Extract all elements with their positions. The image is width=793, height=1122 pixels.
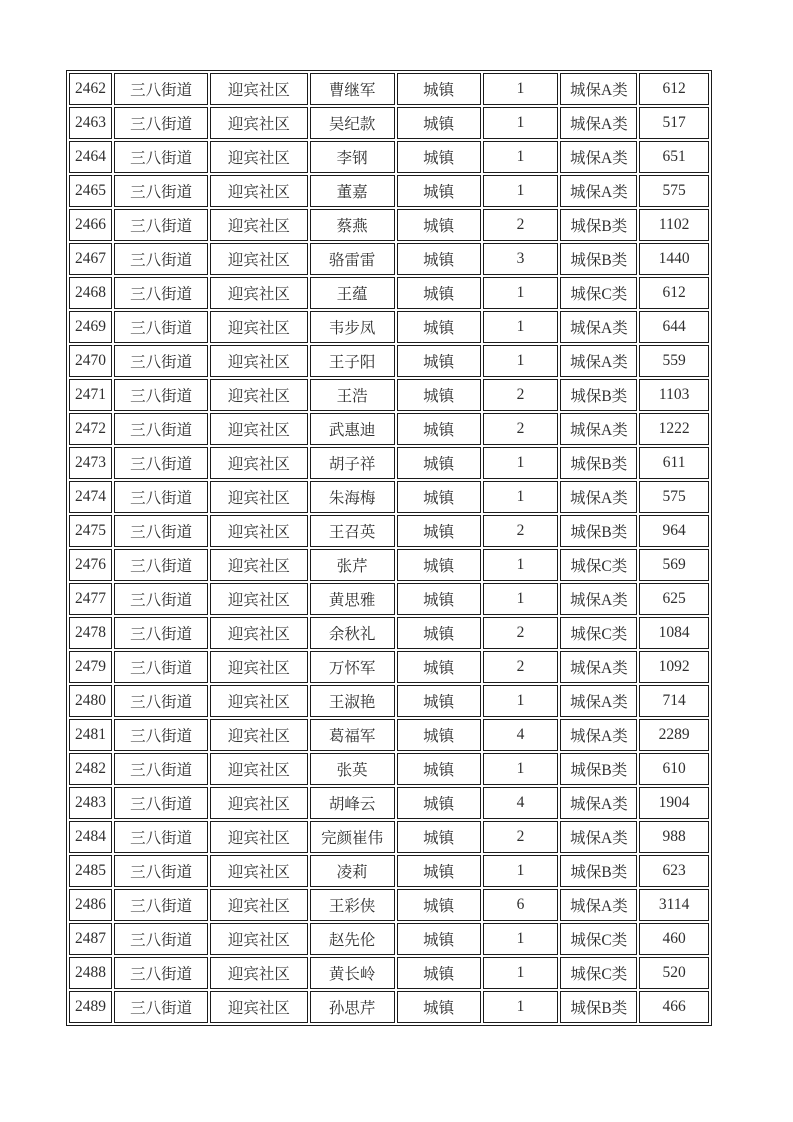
cell-category: 城保A类 — [560, 107, 637, 139]
cell-street: 三八街道 — [114, 787, 208, 819]
cell-category: 城保A类 — [560, 889, 637, 921]
cell-community: 迎宾社区 — [210, 107, 307, 139]
cell-community: 迎宾社区 — [210, 141, 307, 173]
cell-person-count: 1 — [483, 923, 559, 955]
cell-person-count: 1 — [483, 991, 559, 1023]
cell-category: 城保B类 — [560, 243, 637, 275]
cell-amount: 1103 — [639, 379, 709, 411]
cell-amount: 964 — [639, 515, 709, 547]
cell-community: 迎宾社区 — [210, 175, 307, 207]
cell-category: 城保A类 — [560, 651, 637, 683]
cell-street: 三八街道 — [114, 923, 208, 955]
cell-community: 迎宾社区 — [210, 243, 307, 275]
cell-street: 三八街道 — [114, 175, 208, 207]
cell-residence-type: 城镇 — [397, 413, 481, 445]
cell-category: 城保A类 — [560, 175, 637, 207]
table-row — [69, 243, 709, 275]
cell-category: 城保A类 — [560, 141, 637, 173]
cell-street: 三八街道 — [114, 243, 208, 275]
cell-name: 王彩侠 — [310, 889, 395, 921]
cell-seq: 2462 — [69, 73, 112, 105]
cell-community: 迎宾社区 — [210, 821, 307, 853]
cell-amount: 988 — [639, 821, 709, 853]
cell-street: 三八街道 — [114, 617, 208, 649]
cell-seq: 2464 — [69, 141, 112, 173]
cell-residence-type: 城镇 — [397, 685, 481, 717]
table-row — [69, 957, 709, 989]
cell-community: 迎宾社区 — [210, 753, 307, 785]
cell-community: 迎宾社区 — [210, 685, 307, 717]
cell-name: 万怀军 — [310, 651, 395, 683]
cell-category: 城保B类 — [560, 753, 637, 785]
cell-name: 韦步凤 — [310, 311, 395, 343]
cell-person-count: 1 — [483, 447, 559, 479]
cell-name: 武惠迪 — [310, 413, 395, 445]
cell-person-count: 1 — [483, 753, 559, 785]
cell-seq: 2481 — [69, 719, 112, 751]
cell-name: 骆雷雷 — [310, 243, 395, 275]
cell-name: 余秋礼 — [310, 617, 395, 649]
table-row — [69, 617, 709, 649]
cell-name: 张芹 — [310, 549, 395, 581]
cell-seq: 2476 — [69, 549, 112, 581]
cell-name: 王蕴 — [310, 277, 395, 309]
cell-name: 王淑艳 — [310, 685, 395, 717]
cell-amount: 644 — [639, 311, 709, 343]
cell-residence-type: 城镇 — [397, 651, 481, 683]
cell-residence-type: 城镇 — [397, 345, 481, 377]
cell-street: 三八街道 — [114, 73, 208, 105]
table-row — [69, 787, 709, 819]
cell-person-count: 4 — [483, 719, 559, 751]
cell-street: 三八街道 — [114, 413, 208, 445]
cell-name: 董嘉 — [310, 175, 395, 207]
cell-amount: 623 — [639, 855, 709, 887]
cell-street: 三八街道 — [114, 889, 208, 921]
cell-amount: 610 — [639, 753, 709, 785]
cell-person-count: 1 — [483, 855, 559, 887]
table-row — [69, 209, 709, 241]
cell-category: 城保A类 — [560, 345, 637, 377]
cell-category: 城保C类 — [560, 549, 637, 581]
cell-name: 葛福军 — [310, 719, 395, 751]
cell-name: 王浩 — [310, 379, 395, 411]
cell-street: 三八街道 — [114, 277, 208, 309]
cell-person-count: 2 — [483, 617, 559, 649]
cell-amount: 1084 — [639, 617, 709, 649]
cell-street: 三八街道 — [114, 311, 208, 343]
cell-seq: 2484 — [69, 821, 112, 853]
cell-name: 黄思雅 — [310, 583, 395, 615]
cell-person-count: 1 — [483, 549, 559, 581]
cell-community: 迎宾社区 — [210, 617, 307, 649]
cell-name: 蔡燕 — [310, 209, 395, 241]
cell-amount: 1440 — [639, 243, 709, 275]
cell-community: 迎宾社区 — [210, 209, 307, 241]
table-row — [69, 345, 709, 377]
table-row — [69, 923, 709, 955]
cell-residence-type: 城镇 — [397, 243, 481, 275]
cell-seq: 2483 — [69, 787, 112, 819]
cell-residence-type: 城镇 — [397, 141, 481, 173]
cell-residence-type: 城镇 — [397, 515, 481, 547]
cell-person-count: 1 — [483, 583, 559, 615]
cell-person-count: 2 — [483, 209, 559, 241]
table-row — [69, 685, 709, 717]
cell-category: 城保B类 — [560, 991, 637, 1023]
cell-category: 城保A类 — [560, 311, 637, 343]
cell-seq: 2470 — [69, 345, 112, 377]
cell-community: 迎宾社区 — [210, 379, 307, 411]
cell-community: 迎宾社区 — [210, 583, 307, 615]
cell-person-count: 1 — [483, 957, 559, 989]
cell-category: 城保A类 — [560, 73, 637, 105]
cell-person-count: 3 — [483, 243, 559, 275]
cell-residence-type: 城镇 — [397, 379, 481, 411]
cell-name: 胡峰云 — [310, 787, 395, 819]
cell-street: 三八街道 — [114, 957, 208, 989]
cell-category: 城保B类 — [560, 447, 637, 479]
cell-seq: 2472 — [69, 413, 112, 445]
cell-person-count: 1 — [483, 345, 559, 377]
cell-category: 城保A类 — [560, 719, 637, 751]
cell-seq: 2463 — [69, 107, 112, 139]
cell-seq: 2479 — [69, 651, 112, 683]
cell-category: 城保B类 — [560, 515, 637, 547]
cell-community: 迎宾社区 — [210, 73, 307, 105]
cell-residence-type: 城镇 — [397, 821, 481, 853]
cell-community: 迎宾社区 — [210, 957, 307, 989]
cell-street: 三八街道 — [114, 107, 208, 139]
cell-community: 迎宾社区 — [210, 447, 307, 479]
cell-amount: 466 — [639, 991, 709, 1023]
cell-person-count: 6 — [483, 889, 559, 921]
cell-person-count: 1 — [483, 685, 559, 717]
cell-person-count: 2 — [483, 379, 559, 411]
cell-street: 三八街道 — [114, 855, 208, 887]
cell-category: 城保C类 — [560, 923, 637, 955]
cell-person-count: 1 — [483, 311, 559, 343]
cell-residence-type: 城镇 — [397, 73, 481, 105]
cell-amount: 611 — [639, 447, 709, 479]
cell-residence-type: 城镇 — [397, 617, 481, 649]
cell-community: 迎宾社区 — [210, 345, 307, 377]
cell-category: 城保B类 — [560, 855, 637, 887]
cell-amount: 3114 — [639, 889, 709, 921]
cell-seq: 2482 — [69, 753, 112, 785]
table-row — [69, 821, 709, 853]
cell-name: 黄长岭 — [310, 957, 395, 989]
cell-amount: 1102 — [639, 209, 709, 241]
cell-seq: 2467 — [69, 243, 112, 275]
cell-person-count: 1 — [483, 277, 559, 309]
cell-residence-type: 城镇 — [397, 481, 481, 513]
cell-street: 三八街道 — [114, 515, 208, 547]
cell-name: 完颜崔伟 — [310, 821, 395, 853]
cell-street: 三八街道 — [114, 685, 208, 717]
cell-seq: 2466 — [69, 209, 112, 241]
cell-name: 朱海梅 — [310, 481, 395, 513]
cell-name: 胡子祥 — [310, 447, 395, 479]
cell-amount: 559 — [639, 345, 709, 377]
cell-amount: 2289 — [639, 719, 709, 751]
table-row — [69, 991, 709, 1023]
cell-seq: 2480 — [69, 685, 112, 717]
cell-community: 迎宾社区 — [210, 991, 307, 1023]
cell-seq: 2469 — [69, 311, 112, 343]
cell-seq: 2486 — [69, 889, 112, 921]
cell-person-count: 2 — [483, 515, 559, 547]
cell-street: 三八街道 — [114, 447, 208, 479]
cell-community: 迎宾社区 — [210, 481, 307, 513]
cell-person-count: 1 — [483, 141, 559, 173]
cell-name: 李钢 — [310, 141, 395, 173]
cell-street: 三八街道 — [114, 719, 208, 751]
cell-street: 三八街道 — [114, 651, 208, 683]
cell-residence-type: 城镇 — [397, 209, 481, 241]
cell-residence-type: 城镇 — [397, 889, 481, 921]
cell-seq: 2475 — [69, 515, 112, 547]
table-row — [69, 889, 709, 921]
cell-seq: 2471 — [69, 379, 112, 411]
cell-residence-type: 城镇 — [397, 957, 481, 989]
cell-residence-type: 城镇 — [397, 175, 481, 207]
cell-street: 三八街道 — [114, 379, 208, 411]
cell-amount: 625 — [639, 583, 709, 615]
cell-seq: 2474 — [69, 481, 112, 513]
cell-category: 城保A类 — [560, 787, 637, 819]
table-row — [69, 447, 709, 479]
cell-community: 迎宾社区 — [210, 311, 307, 343]
cell-seq: 2489 — [69, 991, 112, 1023]
cell-amount: 460 — [639, 923, 709, 955]
cell-amount: 651 — [639, 141, 709, 173]
table-row — [69, 753, 709, 785]
cell-person-count: 1 — [483, 73, 559, 105]
cell-category: 城保C类 — [560, 277, 637, 309]
table-row — [69, 413, 709, 445]
cell-seq: 2465 — [69, 175, 112, 207]
table-row — [69, 651, 709, 683]
cell-residence-type: 城镇 — [397, 991, 481, 1023]
cell-community: 迎宾社区 — [210, 923, 307, 955]
cell-amount: 569 — [639, 549, 709, 581]
cell-residence-type: 城镇 — [397, 719, 481, 751]
table-row — [69, 107, 709, 139]
cell-seq: 2485 — [69, 855, 112, 887]
table-row — [69, 855, 709, 887]
cell-residence-type: 城镇 — [397, 753, 481, 785]
cell-amount: 1222 — [639, 413, 709, 445]
cell-category: 城保A类 — [560, 481, 637, 513]
cell-person-count: 1 — [483, 107, 559, 139]
cell-amount: 1904 — [639, 787, 709, 819]
cell-street: 三八街道 — [114, 753, 208, 785]
cell-community: 迎宾社区 — [210, 549, 307, 581]
cell-name: 曹继军 — [310, 73, 395, 105]
cell-person-count: 2 — [483, 413, 559, 445]
cell-amount: 612 — [639, 73, 709, 105]
cell-seq: 2488 — [69, 957, 112, 989]
cell-name: 吴纪款 — [310, 107, 395, 139]
cell-amount: 612 — [639, 277, 709, 309]
cell-residence-type: 城镇 — [397, 447, 481, 479]
cell-amount: 1092 — [639, 651, 709, 683]
table-row — [69, 73, 709, 105]
table-row — [69, 175, 709, 207]
table-row — [69, 719, 709, 751]
cell-community: 迎宾社区 — [210, 889, 307, 921]
cell-name: 赵先伦 — [310, 923, 395, 955]
cell-residence-type: 城镇 — [397, 923, 481, 955]
cell-seq: 2487 — [69, 923, 112, 955]
table-row — [69, 277, 709, 309]
cell-street: 三八街道 — [114, 991, 208, 1023]
cell-amount: 714 — [639, 685, 709, 717]
cell-category: 城保A类 — [560, 685, 637, 717]
cell-person-count: 2 — [483, 821, 559, 853]
cell-street: 三八街道 — [114, 209, 208, 241]
cell-amount: 575 — [639, 175, 709, 207]
cell-category: 城保A类 — [560, 413, 637, 445]
cell-seq: 2473 — [69, 447, 112, 479]
cell-residence-type: 城镇 — [397, 549, 481, 581]
cell-residence-type: 城镇 — [397, 855, 481, 887]
cell-person-count: 1 — [483, 481, 559, 513]
table-row — [69, 515, 709, 547]
table-row — [69, 141, 709, 173]
cell-name: 凌莉 — [310, 855, 395, 887]
cell-category: 城保B类 — [560, 209, 637, 241]
cell-residence-type: 城镇 — [397, 787, 481, 819]
cell-seq: 2478 — [69, 617, 112, 649]
cell-street: 三八街道 — [114, 345, 208, 377]
cell-category: 城保C类 — [560, 617, 637, 649]
cell-residence-type: 城镇 — [397, 277, 481, 309]
cell-amount: 520 — [639, 957, 709, 989]
cell-community: 迎宾社区 — [210, 855, 307, 887]
cell-amount: 517 — [639, 107, 709, 139]
cell-category: 城保C类 — [560, 957, 637, 989]
cell-community: 迎宾社区 — [210, 787, 307, 819]
cell-name: 王子阳 — [310, 345, 395, 377]
cell-person-count: 2 — [483, 651, 559, 683]
cell-seq: 2477 — [69, 583, 112, 615]
table-body — [69, 73, 709, 1023]
table-row — [69, 583, 709, 615]
cell-name: 王召英 — [310, 515, 395, 547]
cell-category: 城保B类 — [560, 379, 637, 411]
cell-residence-type: 城镇 — [397, 583, 481, 615]
cell-seq: 2468 — [69, 277, 112, 309]
cell-street: 三八街道 — [114, 821, 208, 853]
table-row — [69, 379, 709, 411]
cell-community: 迎宾社区 — [210, 413, 307, 445]
cell-street: 三八街道 — [114, 549, 208, 581]
cell-residence-type: 城镇 — [397, 107, 481, 139]
cell-category: 城保A类 — [560, 583, 637, 615]
cell-community: 迎宾社区 — [210, 651, 307, 683]
cell-name: 孙思芹 — [310, 991, 395, 1023]
cell-street: 三八街道 — [114, 481, 208, 513]
cell-street: 三八街道 — [114, 141, 208, 173]
cell-community: 迎宾社区 — [210, 515, 307, 547]
cell-community: 迎宾社区 — [210, 719, 307, 751]
benefits-table — [66, 70, 712, 1026]
cell-person-count: 1 — [483, 175, 559, 207]
cell-amount: 575 — [639, 481, 709, 513]
table-row — [69, 481, 709, 513]
table-row — [69, 311, 709, 343]
cell-name: 张英 — [310, 753, 395, 785]
cell-person-count: 4 — [483, 787, 559, 819]
cell-category: 城保A类 — [560, 821, 637, 853]
cell-street: 三八街道 — [114, 583, 208, 615]
table-row — [69, 549, 709, 581]
cell-community: 迎宾社区 — [210, 277, 307, 309]
cell-residence-type: 城镇 — [397, 311, 481, 343]
